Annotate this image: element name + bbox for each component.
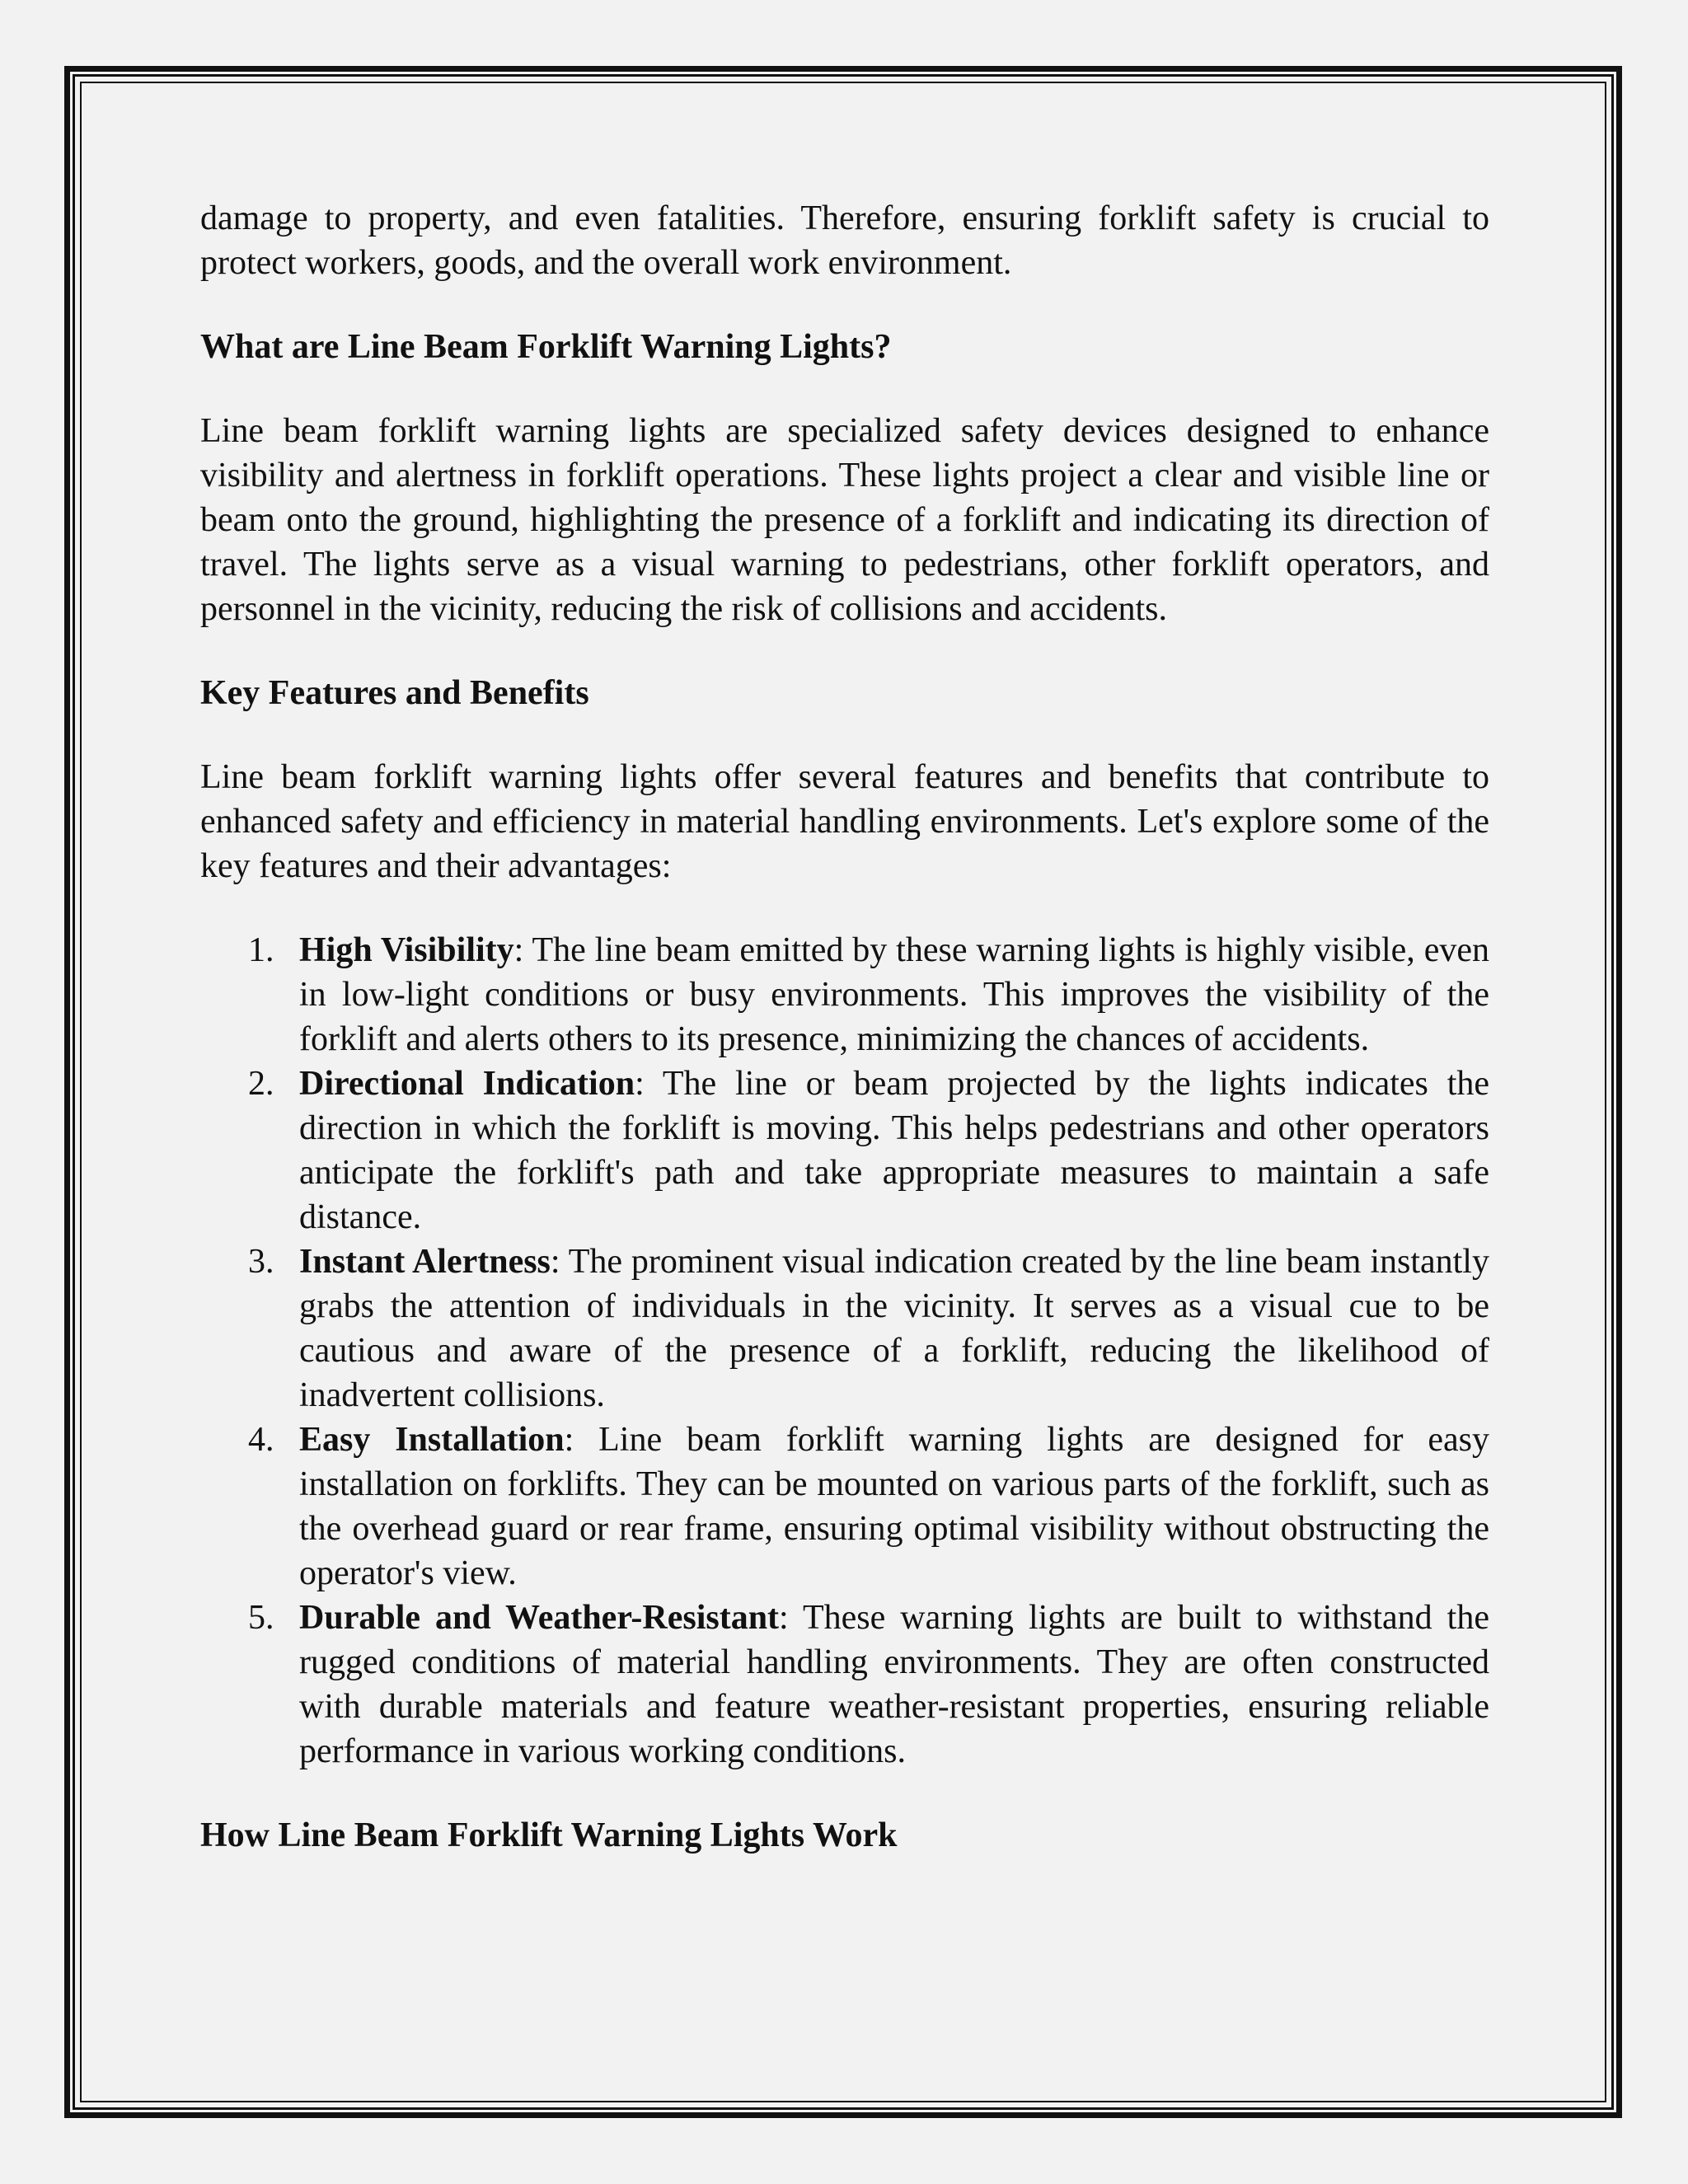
feature-description: : The prominent visual indication created by the line beam instantly grabs the attention of individuals in the vicinity. It serves as a visual cue to be cautious and aware of the presence of a forklift, reducing the likelihood of inadvertent collisions.: [299, 1243, 1489, 1414]
feature-term: Easy Installation: [299, 1421, 565, 1459]
heading-how-work: How Line Beam Forklift Warning Lights Work: [200, 1816, 898, 1854]
list-item: [200, 928, 1489, 1062]
feature-description: : Line beam forklift warning lights are designed for easy installation on forklifts. They can be mounted on various parts of the forklift, such as the overhead guard or rear frame, ensuring optimal visibility without obstructing the operator's view.: [299, 1421, 1490, 1592]
list-number: 3.: [248, 1243, 274, 1281]
document-content: [200, 196, 1489, 1897]
feature-term: Instant Alertness: [299, 1243, 551, 1281]
list-number: 4.: [248, 1421, 274, 1459]
list-number: 2.: [248, 1065, 274, 1103]
feature-term: High Visibility: [299, 931, 514, 969]
heading-what-are: What are Line Beam Forklift Warning Lights?: [200, 328, 892, 366]
features-intro-paragraph: Line beam forklift warning lights offer several features and benefits that contribute to enhanced safety and efficiency in material handling environments. Let's explore some of the key features and their advantages:: [200, 758, 1489, 885]
list-item: [200, 1596, 1489, 1774]
feature-description: : The line beam emitted by these warning lights is highly visible, even in low-light conditions or busy environments. This improves the visibility of the forklift and alerts others to its presence, minimizing the chances of accidents.: [299, 931, 1489, 1058]
features-list: [200, 928, 1489, 1774]
list-number: 1.: [248, 931, 274, 969]
list-item: [200, 1062, 1489, 1240]
list-item: [200, 1418, 1489, 1596]
list-item: [200, 1240, 1489, 1418]
list-number: 5.: [248, 1599, 274, 1637]
feature-term: Durable and Weather-Resistant: [299, 1599, 780, 1637]
feature-term: Directional Indication: [299, 1065, 635, 1103]
feature-description: : The line or beam projected by the lights indicates the direction in which the forklift is moving. This helps pedestrians and other operators anticipate the forklift's path and take appropriate measures to maintain a safe distance.: [299, 1065, 1490, 1236]
feature-description: : These warning lights are built to withstand the rugged conditions of material handling environments. They are often constructed with durable materials and feature weather-resistant properties, ensuring reliable performance in various working conditions.: [299, 1599, 1489, 1770]
what-are-paragraph: Line beam forklift warning lights are specialized safety devices designed to enhance visibility and alertness in forklift operations. These lights project a clear and visible line or beam onto the ground, highlighting the presence of a forklift and indicating its direction of travel. The lights serve as a visual warning to pedestrians, other forklift operators, and personnel in the vicinity, reducing the risk of collisions and accidents.: [200, 412, 1489, 628]
intro-paragraph: damage to property, and even fatalities. Therefore, ensuring forklift safety is crucial to protect workers, goods, and the overall work environment.: [200, 199, 1489, 282]
heading-key-features: Key Features and Benefits: [200, 674, 589, 712]
